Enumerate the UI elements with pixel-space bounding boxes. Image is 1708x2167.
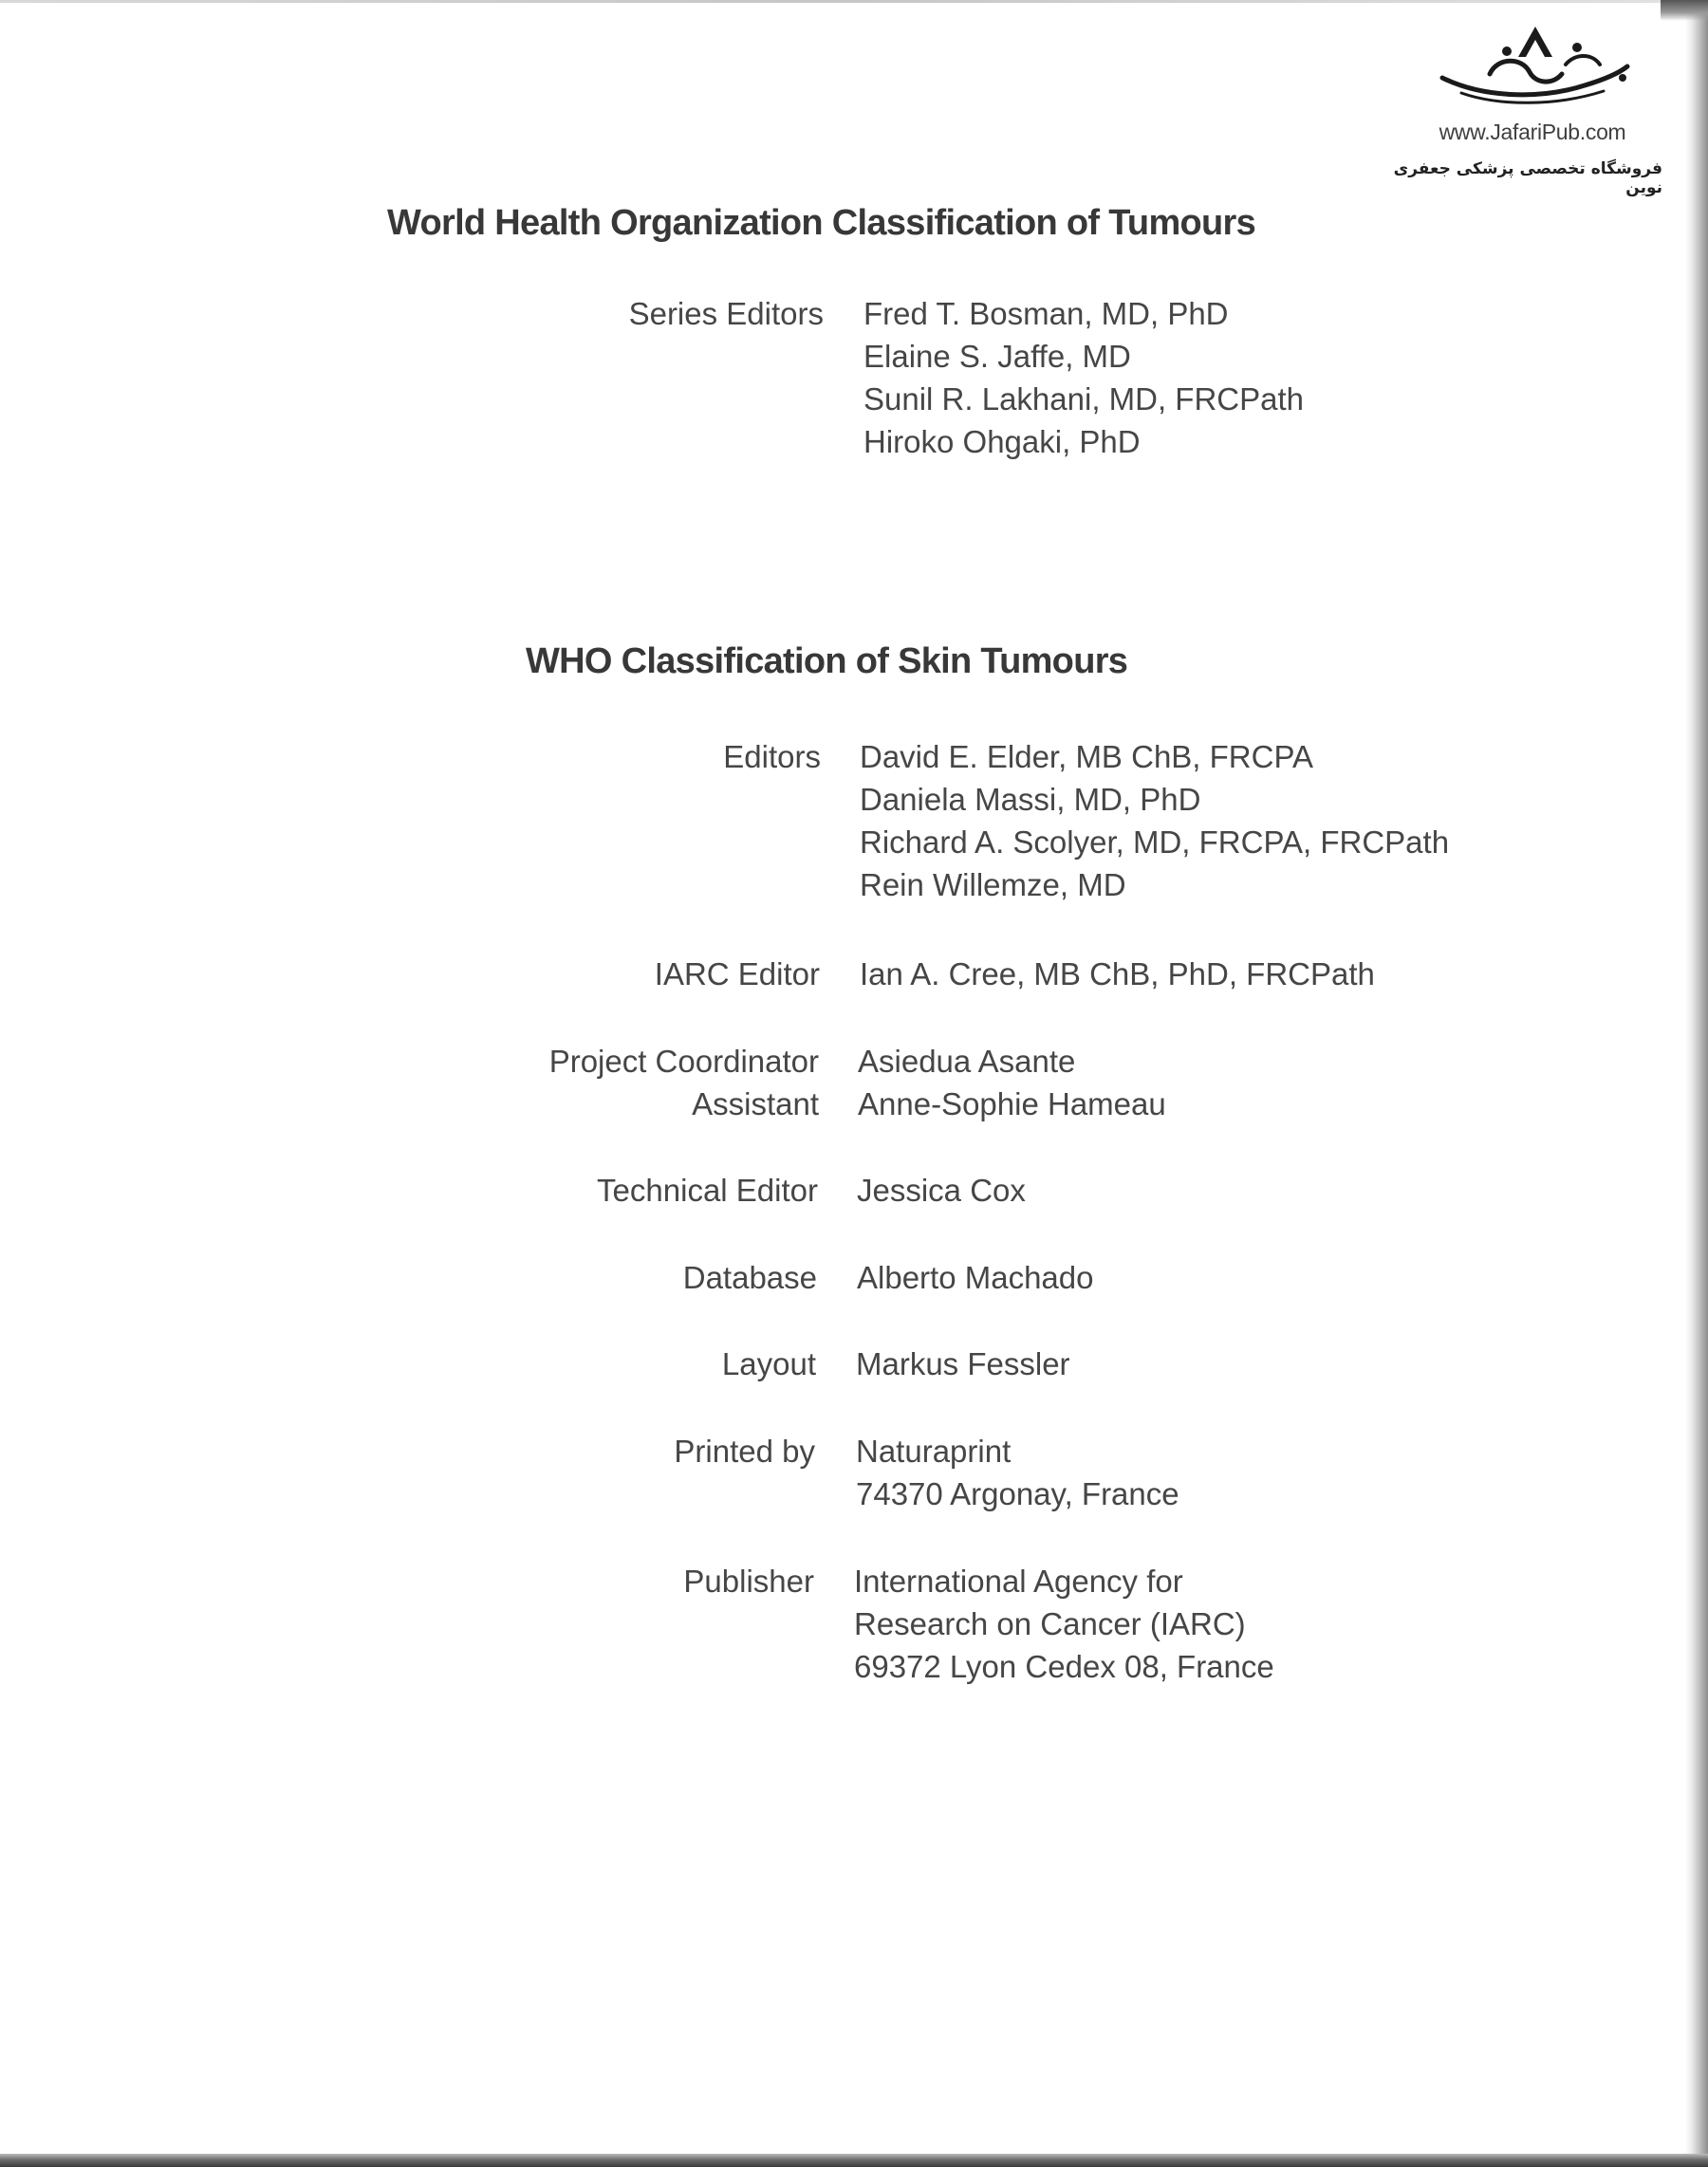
credit-values [857, 1169, 1026, 1212]
credit-value-line: Markus Fessler [856, 1346, 1070, 1381]
credit-value-line: Asiedua Asante [858, 1044, 1076, 1079]
publisher-url: www.JafariPub.com [1439, 120, 1626, 144]
credit-label: IARC Editor [654, 956, 820, 991]
volume-title: WHO Classification of Skin Tumours [526, 641, 1128, 681]
publisher-tagline: فروشگاه تخصصی پزشکی جعفری نوین [1393, 159, 1662, 197]
scan-edge-top [0, 0, 1670, 3]
credit-values [856, 1343, 1070, 1385]
credit-label: Printed by [674, 1434, 815, 1469]
credit-values [857, 1256, 1093, 1299]
credit-value-line: Daniela Massi, MD, PhD [860, 782, 1201, 817]
credit-value-line: David E. Elder, MB ChB, FRCPA [860, 739, 1314, 774]
credit-values [856, 1430, 1179, 1515]
credit-value-line: International Agency for [854, 1564, 1183, 1599]
credit-label: Publisher [683, 1564, 814, 1599]
series-editor-name: Hiroko Ohgaki, PhD [863, 424, 1141, 459]
calligraphy-logo-icon [1423, 19, 1642, 114]
series-title: World Health Organization Classification of Tumours [387, 203, 1256, 243]
credit-value-line: Naturaprint [856, 1434, 1012, 1469]
credit-label-secondary: Assistant [692, 1086, 819, 1121]
scan-corner-shadow [1661, 0, 1708, 21]
credit-label: Editors [723, 739, 821, 774]
credit-value-line: Rein Willemze, MD [860, 867, 1126, 902]
credit-value-line: 74370 Argonay, France [856, 1476, 1179, 1511]
credit-label: Layout [721, 1346, 816, 1381]
credit-values [860, 953, 1375, 995]
credit-value-line: Research on Cancer (IARC) [854, 1606, 1246, 1641]
credit-value-line: Jessica Cox [857, 1173, 1026, 1208]
credit-label: Project Coordinator [548, 1044, 819, 1079]
credit-value-line: Alberto Machado [857, 1260, 1094, 1295]
credit-values [858, 1040, 1166, 1125]
credit-value-line: Richard A. Scolyer, MD, FRCPA, FRCPath [860, 824, 1450, 860]
credit-label: Technical Editor [597, 1173, 818, 1208]
series-editors-names [863, 292, 1304, 463]
publisher-logo [1423, 19, 1642, 114]
credit-values [860, 735, 1449, 906]
credit-value-line: 69372 Lyon Cedex 08, France [854, 1649, 1274, 1684]
series-editor-name: Elaine S. Jaffe, MD [863, 339, 1131, 374]
credit-value-line: Anne-Sophie Hameau [858, 1086, 1166, 1121]
credit-label: Database [682, 1260, 817, 1295]
credit-values [854, 1560, 1274, 1688]
series-editors-label: Series Editors [628, 296, 824, 331]
scan-edge-right [1685, 0, 1708, 2167]
series-editor-name: Sunil R. Lakhani, MD, FRCPath [863, 381, 1305, 417]
series-editor-name: Fred T. Bosman, MD, PhD [863, 296, 1229, 331]
scan-edge-bottom [0, 2154, 1708, 2167]
credit-value-line: Ian A. Cree, MB ChB, PhD, FRCPath [860, 956, 1375, 991]
